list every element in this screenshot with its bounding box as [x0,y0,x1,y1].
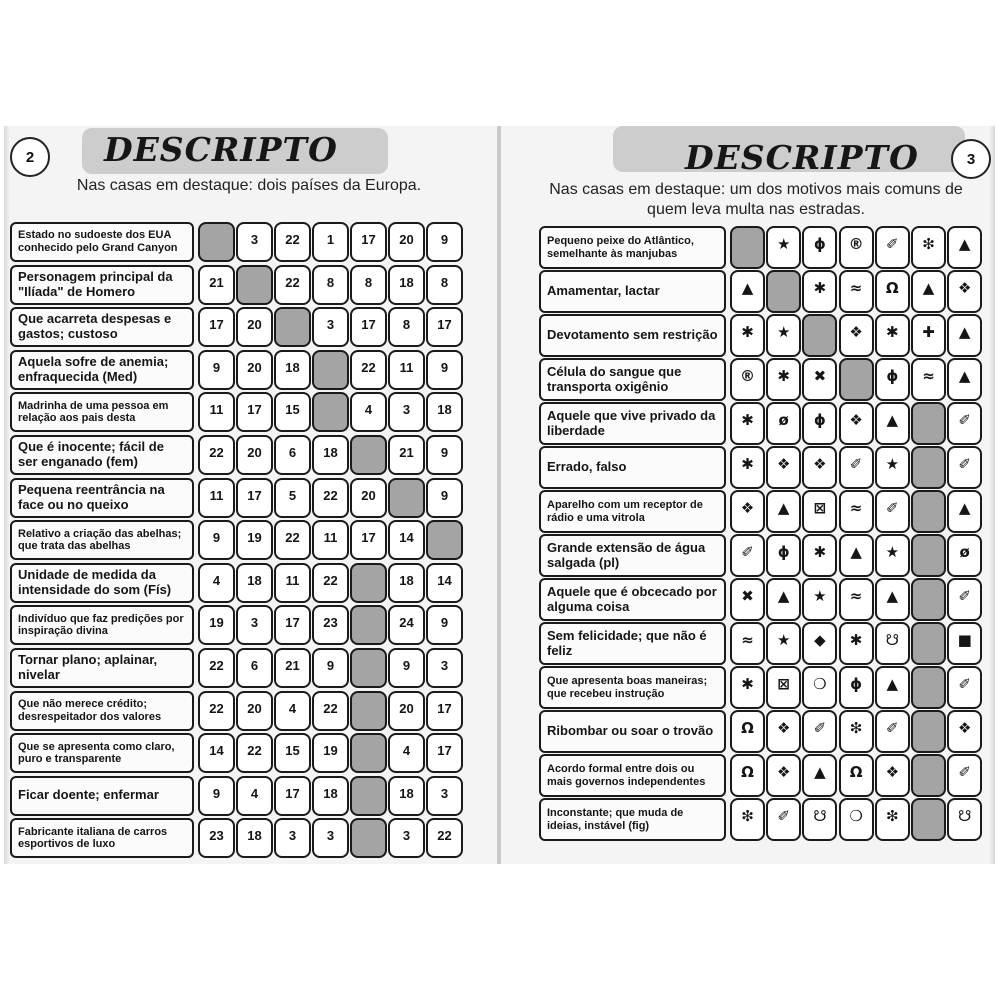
code-cell[interactable]: 8 [426,265,463,305]
clue-row-3: Devotamento sem restrição [539,314,726,357]
code-cell[interactable]: 3 [312,818,349,858]
code-cell[interactable]: ✱ [839,622,874,665]
highlighted-cell[interactable] [730,226,765,269]
code-cell[interactable]: ▲ [911,270,946,313]
code-cell[interactable]: 8 [312,265,349,305]
highlighted-cell[interactable] [350,776,387,816]
code-cell[interactable]: 18 [312,435,349,475]
instructions: Nas casas em destaque: um dos motivos mais comuns de quem leva multa nas estradas. [549,181,963,218]
code-cell[interactable]: 9 [388,648,425,688]
code-cell[interactable]: ▲ [947,226,982,269]
code-cell[interactable]: ❖ [947,710,982,753]
code-cell[interactable]: ▲ [875,578,910,621]
code-cell[interactable]: 9 [312,648,349,688]
code-cell[interactable]: 17 [426,307,463,347]
code-cell[interactable]: 9 [426,605,463,645]
code-cell[interactable]: ❖ [766,710,801,753]
code-cell[interactable]: ✐ [947,754,982,797]
code-cell[interactable]: ❇ [911,226,946,269]
code-cell[interactable]: ϕ [766,534,801,577]
code-cell[interactable]: 3 [236,605,273,645]
code-cell[interactable]: ✚ [911,314,946,357]
page-title: DESCRIPTO [104,130,338,169]
code-cell[interactable]: ▲ [875,666,910,709]
code-cell[interactable]: ▲ [766,490,801,533]
code-cell[interactable]: ◆ [802,622,837,665]
code-cell[interactable]: ✐ [875,226,910,269]
code-cell[interactable]: ✐ [947,666,982,709]
code-cell[interactable]: ▲ [730,270,765,313]
code-cell[interactable]: ✐ [875,490,910,533]
clue-row-10: Indivíduo que faz predições por inspiração divina [10,605,194,645]
highlighted-cell[interactable] [911,798,946,841]
code-cell[interactable]: ❖ [875,754,910,797]
code-cell[interactable]: 15 [274,392,311,432]
code-cell[interactable]: 18 [236,563,273,603]
highlighted-cell[interactable] [350,733,387,773]
code-cell[interactable]: 20 [388,222,425,262]
clue-row-7: Aparelho com um receptor de rádio e uma vitrola [539,490,726,533]
instructions: Nas casas em destaque: dois países da Europa. [76,177,422,194]
code-cell[interactable]: 20 [236,350,273,390]
clue-row-7: Pequena reentrância na face ou no queixo [10,478,194,518]
code-cell[interactable]: ø [947,534,982,577]
clue-row-15: Fabricante italiana de carros esportivos de luxo [10,818,194,858]
code-cell[interactable]: ★ [766,622,801,665]
code-cell[interactable]: 11 [312,520,349,560]
code-cell[interactable]: ⊠ [802,490,837,533]
code-cell[interactable]: ★ [766,226,801,269]
code-cell[interactable]: 9 [426,435,463,475]
clue-row-9: Unidade de medida da intensidade do som (Fís) [10,563,194,603]
code-cell[interactable]: ✱ [730,314,765,357]
code-cell[interactable]: ❖ [947,270,982,313]
code-cell[interactable]: 18 [388,265,425,305]
code-cell[interactable]: ☋ [875,622,910,665]
highlighted-cell[interactable] [350,605,387,645]
clue-row-8: Grande extensão de água salgada (pl) [539,534,726,577]
highlighted-cell[interactable] [350,563,387,603]
code-cell[interactable]: ≈ [911,358,946,401]
code-cell[interactable]: ✖ [802,358,837,401]
code-cell[interactable]: ✐ [947,446,982,489]
code-cell[interactable]: 3 [236,222,273,262]
code-cell[interactable]: ≈ [839,270,874,313]
code-cell[interactable]: ✱ [802,534,837,577]
code-cell[interactable]: 11 [274,563,311,603]
code-cell[interactable]: 15 [274,733,311,773]
clue-row-4: Aquela sofre de anemia; enfraquecida (Med) [10,350,194,390]
code-cell[interactable]: Ω [730,754,765,797]
code-cell[interactable]: 18 [388,563,425,603]
clue-row-8: Relativo a criação das abelhas; que trata das abelhas [10,520,194,560]
code-cell[interactable]: 11 [198,478,235,518]
code-cell[interactable]: ★ [802,578,837,621]
right-page [501,126,995,864]
code-cell[interactable]: ® [730,358,765,401]
highlighted-cell[interactable] [350,691,387,731]
code-cell[interactable]: ✱ [730,666,765,709]
code-cell[interactable]: 9 [426,478,463,518]
code-cell[interactable]: 18 [388,776,425,816]
code-cell[interactable]: 17 [236,478,273,518]
clue-row-5: Madrinha de uma pessoa em relação aos pais desta [10,392,194,432]
highlighted-cell[interactable] [911,578,946,621]
code-cell[interactable]: 4 [350,392,387,432]
clue-row-1: Estado no sudoeste dos EUA conhecido pelo Grand Canyon [10,222,194,262]
code-cell[interactable]: ✐ [802,710,837,753]
code-cell[interactable]: ❖ [802,446,837,489]
code-cell[interactable]: 14 [426,563,463,603]
code-cell[interactable]: ✱ [730,402,765,445]
highlighted-cell[interactable] [839,358,874,401]
highlighted-cell[interactable] [911,402,946,445]
code-cell[interactable]: ϕ [802,402,837,445]
highlighted-cell[interactable] [350,648,387,688]
clue-row-11: Que apresenta boas maneiras; que recebeu instrução [539,666,726,709]
page-number: 3 [951,139,991,179]
code-cell[interactable]: 20 [350,478,387,518]
highlighted-cell[interactable] [911,622,946,665]
code-cell[interactable]: ϕ [839,666,874,709]
clue-row-6: Que é inocente; fácil de ser enganado (fem) [10,435,194,475]
code-cell[interactable]: ❖ [766,446,801,489]
highlighted-cell[interactable] [274,307,311,347]
code-cell[interactable]: 4 [274,691,311,731]
code-cell[interactable]: ★ [766,314,801,357]
code-cell[interactable]: 4 [236,776,273,816]
clue-row-14: Ficar doente; enfermar [10,776,194,816]
code-cell[interactable]: 9 [198,350,235,390]
code-cell[interactable]: ▲ [947,358,982,401]
code-cell[interactable]: ★ [875,446,910,489]
code-cell[interactable]: 6 [236,648,273,688]
code-cell[interactable]: 17 [198,307,235,347]
code-cell[interactable]: ✐ [875,710,910,753]
code-cell[interactable]: 24 [388,605,425,645]
code-cell[interactable]: 23 [312,605,349,645]
code-cell[interactable]: ❍ [802,666,837,709]
code-cell[interactable]: 20 [388,691,425,731]
code-cell[interactable]: ✱ [766,358,801,401]
code-cell[interactable]: ❇ [839,710,874,753]
code-cell[interactable]: ✐ [947,402,982,445]
highlighted-cell[interactable] [350,435,387,475]
code-cell[interactable]: ✱ [730,446,765,489]
code-cell[interactable]: 8 [350,265,387,305]
code-cell[interactable]: 9 [426,350,463,390]
code-cell[interactable]: 22 [312,691,349,731]
code-cell[interactable]: ★ [875,534,910,577]
code-cell[interactable]: 22 [274,265,311,305]
highlighted-cell[interactable] [426,520,463,560]
code-cell[interactable]: 20 [236,691,273,731]
code-cell[interactable]: ø [766,402,801,445]
code-cell[interactable]: ▲ [766,578,801,621]
code-cell[interactable]: 11 [388,350,425,390]
code-cell[interactable]: 9 [426,222,463,262]
code-cell[interactable]: ✐ [730,534,765,577]
code-cell[interactable]: 3 [388,392,425,432]
code-cell[interactable]: 18 [426,392,463,432]
highlighted-cell[interactable] [911,754,946,797]
code-cell[interactable]: ▲ [839,534,874,577]
code-cell[interactable]: 19 [312,733,349,773]
clue-row-13: Que se apresenta como claro, puro e transparente [10,733,194,773]
code-cell[interactable]: ≈ [730,622,765,665]
clue-row-12: Ribombar ou soar o trovão [539,710,726,753]
code-cell[interactable]: 17 [236,392,273,432]
clue-row-2: Personagem principal da "Ilíada" de Homero [10,265,194,305]
highlighted-cell[interactable] [911,446,946,489]
code-cell[interactable]: 22 [274,520,311,560]
code-cell[interactable]: 22 [426,818,463,858]
code-cell[interactable]: Ω [839,754,874,797]
code-cell[interactable]: ✱ [802,270,837,313]
code-cell[interactable]: 22 [312,563,349,603]
code-cell[interactable]: ☋ [802,798,837,841]
code-cell[interactable]: 21 [388,435,425,475]
left-page [4,126,497,864]
code-cell[interactable]: 8 [388,307,425,347]
code-cell[interactable]: 17 [426,691,463,731]
code-cell[interactable]: 3 [274,818,311,858]
code-cell[interactable]: ≈ [839,578,874,621]
code-cell[interactable]: ■ [947,622,982,665]
code-cell[interactable]: Ω [875,270,910,313]
code-cell[interactable]: ϕ [802,226,837,269]
code-cell[interactable]: ✐ [947,578,982,621]
highlighted-cell[interactable] [766,270,801,313]
code-cell[interactable]: ✐ [766,798,801,841]
code-cell[interactable]: 17 [274,776,311,816]
code-cell[interactable]: 19 [198,605,235,645]
code-cell[interactable]: ▲ [802,754,837,797]
code-cell[interactable]: ☋ [947,798,982,841]
code-cell[interactable]: 4 [388,733,425,773]
code-cell[interactable]: 14 [198,733,235,773]
clue-row-9: Aquele que é obcecado por alguma coisa [539,578,726,621]
code-cell[interactable]: 3 [426,648,463,688]
clue-row-3: Que acarreta despesas e gastos; custoso [10,307,194,347]
highlighted-cell[interactable] [802,314,837,357]
highlighted-cell[interactable] [911,534,946,577]
code-cell[interactable]: ✖ [730,578,765,621]
clue-row-13: Acordo formal entre dois ou mais governos independentes [539,754,726,797]
page-edge-shadow [989,126,995,864]
code-cell[interactable]: 22 [350,350,387,390]
highlighted-cell[interactable] [911,666,946,709]
code-cell[interactable]: 19 [236,520,273,560]
code-cell[interactable]: 3 [388,818,425,858]
code-cell[interactable]: ❖ [730,490,765,533]
code-cell[interactable]: 20 [236,307,273,347]
clue-row-4: Célula do sangue que transporta oxigênio [539,358,726,401]
code-cell[interactable]: 23 [198,818,235,858]
code-cell[interactable]: 3 [312,307,349,347]
clue-row-2: Amamentar, lactar [539,270,726,313]
clue-row-12: Que não merece crédito; desrespeitador dos valores [10,691,194,731]
code-cell[interactable]: 3 [426,776,463,816]
code-cell[interactable]: ▲ [875,402,910,445]
code-cell[interactable]: 9 [198,776,235,816]
code-cell[interactable]: ▲ [947,314,982,357]
code-cell[interactable]: 20 [236,435,273,475]
code-cell[interactable]: 17 [350,520,387,560]
code-cell[interactable]: ❍ [839,798,874,841]
highlighted-cell[interactable] [236,265,273,305]
code-cell[interactable]: ≈ [839,490,874,533]
page-number: 2 [10,137,50,177]
code-cell[interactable]: ϕ [875,358,910,401]
clue-row-10: Sem felicidade; que não é feliz [539,622,726,665]
highlighted-cell[interactable] [312,350,349,390]
highlighted-cell[interactable] [388,478,425,518]
code-cell[interactable]: 22 [312,478,349,518]
code-cell[interactable]: 1 [312,222,349,262]
code-cell[interactable]: 22 [236,733,273,773]
code-cell[interactable]: 17 [426,733,463,773]
code-cell[interactable]: ❇ [730,798,765,841]
code-cell[interactable]: 18 [236,818,273,858]
clue-row-5: Aquele que vive privado da liberdade [539,402,726,445]
clue-row-1: Pequeno peixe do Atlântico, semelhante às manjubas [539,226,726,269]
code-cell[interactable]: ❖ [839,314,874,357]
code-cell[interactable]: 17 [274,605,311,645]
highlighted-cell[interactable] [312,392,349,432]
code-cell[interactable]: Ω [730,710,765,753]
code-cell[interactable]: 21 [274,648,311,688]
code-cell[interactable]: 6 [274,435,311,475]
code-cell[interactable]: 22 [198,648,235,688]
code-cell[interactable]: ⊠ [766,666,801,709]
clue-row-6: Errado, falso [539,446,726,489]
code-cell[interactable]: 18 [274,350,311,390]
clue-row-14: Inconstante; que muda de ideias, instável (fig) [539,798,726,841]
code-cell[interactable]: 17 [350,222,387,262]
highlighted-cell[interactable] [350,818,387,858]
code-cell[interactable]: 5 [274,478,311,518]
code-cell[interactable]: 22 [274,222,311,262]
code-cell[interactable]: ❖ [766,754,801,797]
code-cell[interactable]: ❖ [839,402,874,445]
code-cell[interactable]: ❇ [875,798,910,841]
code-cell[interactable]: 21 [198,265,235,305]
code-cell[interactable]: 11 [198,392,235,432]
code-cell[interactable]: 14 [388,520,425,560]
code-cell[interactable]: ✐ [839,446,874,489]
code-cell[interactable]: 18 [312,776,349,816]
highlighted-cell[interactable] [911,710,946,753]
code-cell[interactable]: 17 [350,307,387,347]
code-cell[interactable]: ▲ [947,490,982,533]
code-cell[interactable]: 22 [198,435,235,475]
code-cell[interactable]: 4 [198,563,235,603]
code-cell[interactable]: 22 [198,691,235,731]
code-cell[interactable]: ® [839,226,874,269]
highlighted-cell[interactable] [198,222,235,262]
page-title: DESCRIPTO [685,138,919,177]
clue-row-11: Tornar plano; aplainar, nivelar [10,648,194,688]
code-cell[interactable]: 9 [198,520,235,560]
code-cell[interactable]: ✱ [875,314,910,357]
highlighted-cell[interactable] [911,490,946,533]
